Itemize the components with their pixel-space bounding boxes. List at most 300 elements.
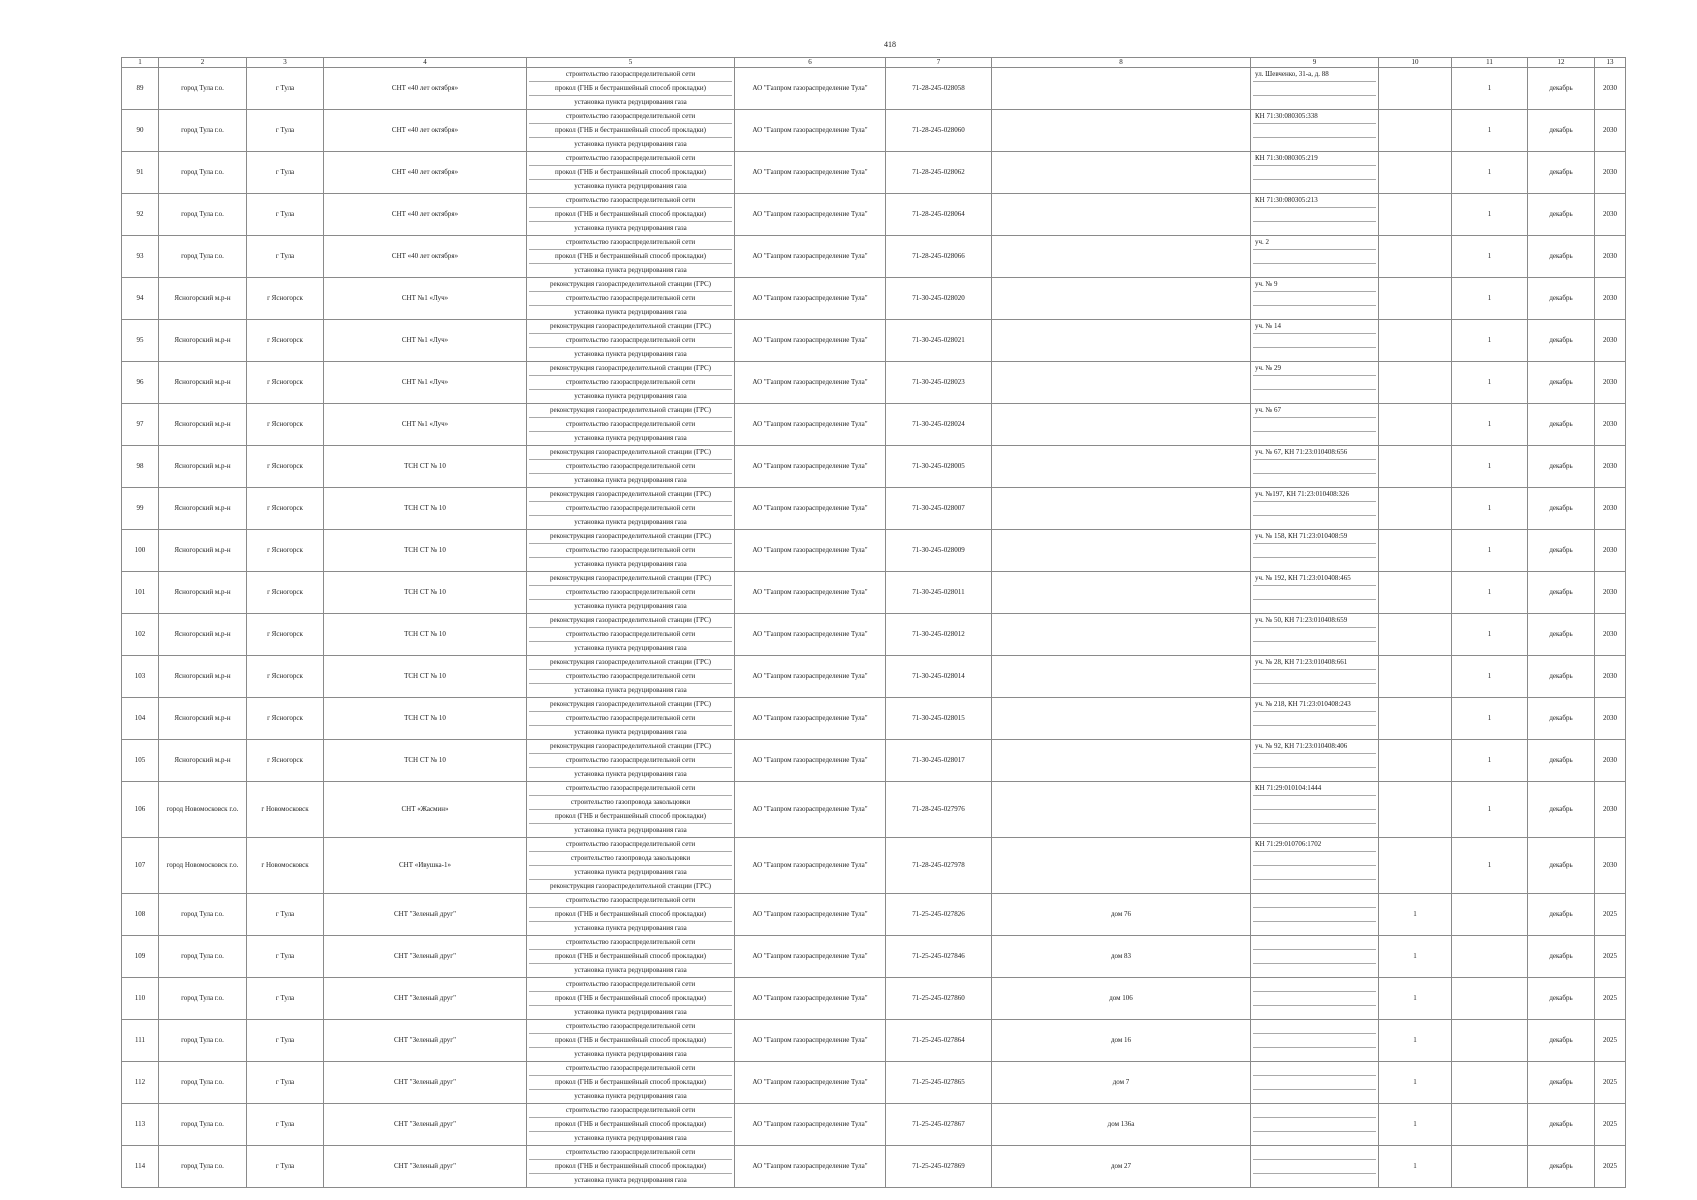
district-cell: город Тула г.о. <box>159 1146 247 1188</box>
work-item: строительство газораспределительной сети <box>529 1020 732 1034</box>
plot-item: уч. № 14 <box>1253 320 1376 334</box>
object-code-cell: 71-30-245-028011 <box>886 572 992 614</box>
organization-cell: АО "Газпром газораспределение Тула" <box>735 614 886 656</box>
work-item: установка пункта редуцирования газа <box>574 560 687 568</box>
work-item: строительство газораспределительной сети <box>529 1104 732 1118</box>
work-item: прокол (ГНБ и бестраншейный способ прокладки) <box>529 992 732 1006</box>
col10-count-cell <box>1379 362 1452 404</box>
work-item: реконструкция газораспределительной станции (ГРС) <box>529 698 732 712</box>
object-code-cell: 71-25-245-027826 <box>886 894 992 936</box>
work-item: установка пункта редуцирования газа <box>574 770 687 778</box>
locality-cell: г Тула <box>247 936 324 978</box>
locality-cell: г Ясногорск <box>247 698 324 740</box>
works-cell <box>527 740 735 782</box>
year-cell: 2030 <box>1595 362 1626 404</box>
work-item: реконструкция газораспределительной станции (ГРС) <box>529 488 732 502</box>
header-row <box>122 58 1626 68</box>
work-item: установка пункта редуцирования газа <box>574 266 687 274</box>
header-cell: 1 <box>122 58 159 68</box>
works-cell <box>527 530 735 572</box>
work-item: установка пункта редуцирования газа <box>574 140 687 148</box>
works-cell <box>527 1062 735 1104</box>
work-item: реконструкция газораспределительной станции (ГРС) <box>529 446 732 460</box>
district-cell: город Новомосковск г.о. <box>159 782 247 838</box>
object-code-cell: 71-28-245-028060 <box>886 110 992 152</box>
plot-cell <box>1251 936 1379 978</box>
plot-item <box>1253 348 1376 361</box>
table-row <box>122 362 1626 404</box>
header-cell: 10 <box>1379 58 1452 68</box>
organization-cell: АО "Газпром газораспределение Тула" <box>735 446 886 488</box>
organization-cell: АО "Газпром газораспределение Тула" <box>735 1062 886 1104</box>
snt-name-cell: СНТ №1 «Луч» <box>324 362 527 404</box>
work-item: строительство газораспределительной сети <box>529 292 732 306</box>
plot-item <box>1253 306 1376 319</box>
col11-count-cell: 1 <box>1452 404 1528 446</box>
col10-count-cell <box>1379 194 1452 236</box>
col10-count-cell: 1 <box>1379 1146 1452 1188</box>
col11-count-cell: 1 <box>1452 236 1528 278</box>
plot-item: уч. № 67 <box>1253 404 1376 418</box>
object-code-cell: 71-30-245-028021 <box>886 320 992 362</box>
work-item: установка пункта редуцирования газа <box>574 686 687 694</box>
work-item: реконструкция газораспределительной станции (ГРС) <box>549 882 712 890</box>
object-code-cell: 71-30-245-028005 <box>886 446 992 488</box>
object-code-cell: 71-25-245-027867 <box>886 1104 992 1146</box>
month-cell: декабрь <box>1528 488 1595 530</box>
month-cell: декабрь <box>1528 1104 1595 1146</box>
organization-cell: АО "Газпром газораспределение Тула" <box>735 278 886 320</box>
plot-item <box>1253 754 1376 768</box>
month-cell: декабрь <box>1528 320 1595 362</box>
locality-cell: г Ясногорск <box>247 488 324 530</box>
month-cell: декабрь <box>1528 572 1595 614</box>
year-cell: 2030 <box>1595 152 1626 194</box>
row-number-cell: 98 <box>122 446 159 488</box>
address-cell: дом 76 <box>992 894 1251 936</box>
locality-cell: г Новомосковск <box>247 782 324 838</box>
work-item: реконструкция газораспределительной станции (ГРС) <box>529 614 732 628</box>
plot-item: КН 71:30:080305:219 <box>1253 152 1376 166</box>
locality-cell: г Тула <box>247 1062 324 1104</box>
plot-item: уч. № 28, КН 71:23:010408:661 <box>1253 656 1376 670</box>
work-item: строительство газораспределительной сети <box>529 194 732 208</box>
snt-name-cell: СНТ «40 лет октября» <box>324 110 527 152</box>
snt-name-cell: СНТ "Зеленый друг" <box>324 894 527 936</box>
works-cell <box>527 978 735 1020</box>
plot-item <box>1253 978 1376 992</box>
work-item: установка пункта редуцирования газа <box>529 866 732 880</box>
work-item: строительство газопровода закольцовки <box>529 852 732 866</box>
plot-item <box>1253 264 1376 277</box>
header-cell: 13 <box>1595 58 1626 68</box>
works-cell <box>527 698 735 740</box>
work-item: строительство газораспределительной сети <box>529 838 732 852</box>
table-row <box>122 1104 1626 1146</box>
organization-cell: АО "Газпром газораспределение Тула" <box>735 530 886 572</box>
month-cell: декабрь <box>1528 278 1595 320</box>
district-cell: Ясногорский м.р-н <box>159 740 247 782</box>
row-number-cell: 92 <box>122 194 159 236</box>
row-number-cell: 99 <box>122 488 159 530</box>
year-cell: 2030 <box>1595 740 1626 782</box>
work-item: реконструкция газораспределительной станции (ГРС) <box>529 278 732 292</box>
snt-name-cell: ТСН СТ № 10 <box>324 530 527 572</box>
locality-cell: г Тула <box>247 152 324 194</box>
month-cell: декабрь <box>1528 152 1595 194</box>
plot-cell <box>1251 68 1379 110</box>
year-cell: 2025 <box>1595 1062 1626 1104</box>
col11-count-cell: 1 <box>1452 838 1528 894</box>
col10-count-cell <box>1379 236 1452 278</box>
locality-cell: г Тула <box>247 1020 324 1062</box>
col11-count-cell: 1 <box>1452 698 1528 740</box>
col10-count-cell <box>1379 740 1452 782</box>
table-row <box>122 936 1626 978</box>
plot-cell <box>1251 404 1379 446</box>
works-cell <box>527 838 735 894</box>
address-cell <box>992 740 1251 782</box>
row-number-cell: 100 <box>122 530 159 572</box>
plot-item <box>1253 516 1376 529</box>
plot-item <box>1253 1076 1376 1090</box>
plot-cell <box>1251 978 1379 1020</box>
col10-count-cell <box>1379 278 1452 320</box>
organization-cell: АО "Газпром газораспределение Тула" <box>735 110 886 152</box>
district-cell: Ясногорский м.р-н <box>159 320 247 362</box>
plot-item: КН 71:29:010706:1702 <box>1253 838 1376 852</box>
col11-count-cell: 1 <box>1452 362 1528 404</box>
address-cell <box>992 110 1251 152</box>
work-item: установка пункта редуцирования газа <box>574 602 687 610</box>
plot-cell <box>1251 320 1379 362</box>
col10-count-cell <box>1379 698 1452 740</box>
locality-cell: г Тула <box>247 1104 324 1146</box>
month-cell: декабрь <box>1528 698 1595 740</box>
col10-count-cell <box>1379 446 1452 488</box>
row-number-cell: 106 <box>122 782 159 838</box>
plot-item <box>1253 894 1376 908</box>
locality-cell: г Тула <box>247 978 324 1020</box>
object-code-cell: 71-28-245-027978 <box>886 838 992 894</box>
plot-cell <box>1251 782 1379 838</box>
page-number: 418 <box>884 40 896 49</box>
plot-item <box>1253 418 1376 432</box>
organization-cell: АО "Газпром газораспределение Тула" <box>735 194 886 236</box>
work-item: строительство газораспределительной сети <box>529 68 732 82</box>
plot-cell <box>1251 698 1379 740</box>
plot-cell <box>1251 1146 1379 1188</box>
snt-name-cell: ТСН СТ № 10 <box>324 572 527 614</box>
address-cell <box>992 572 1251 614</box>
work-item: прокол (ГНБ и бестраншейный способ прокладки) <box>529 1160 732 1174</box>
plot-cell <box>1251 488 1379 530</box>
locality-cell: г Ясногорск <box>247 656 324 698</box>
organization-cell: АО "Газпром газораспределение Тула" <box>735 362 886 404</box>
col11-count-cell: 1 <box>1452 614 1528 656</box>
work-item: установка пункта редуцирования газа <box>574 644 687 652</box>
organization-cell: АО "Газпром газораспределение Тула" <box>735 152 886 194</box>
organization-cell: АО "Газпром газораспределение Тула" <box>735 236 886 278</box>
year-cell: 2025 <box>1595 1146 1626 1188</box>
plot-cell <box>1251 194 1379 236</box>
works-cell <box>527 1104 735 1146</box>
plot-item: уч. № 218, КН 71:23:010408:243 <box>1253 698 1376 712</box>
col11-count-cell <box>1452 1020 1528 1062</box>
row-number-cell: 95 <box>122 320 159 362</box>
locality-cell: г Тула <box>247 1146 324 1188</box>
month-cell: декабрь <box>1528 656 1595 698</box>
col11-count-cell: 1 <box>1452 320 1528 362</box>
plot-item <box>1253 642 1376 655</box>
snt-name-cell: СНТ "Зеленый друг" <box>324 978 527 1020</box>
snt-name-cell: СНТ «40 лет октября» <box>324 194 527 236</box>
plot-item <box>1253 124 1376 138</box>
work-item: строительство газораспределительной сети <box>529 418 732 432</box>
locality-cell: г Ясногорск <box>247 446 324 488</box>
organization-cell: АО "Газпром газораспределение Тула" <box>735 1146 886 1188</box>
snt-name-cell: СНТ №1 «Луч» <box>324 320 527 362</box>
plot-item: уч. № 67, КН 71:23:010408:656 <box>1253 446 1376 460</box>
table-row <box>122 404 1626 446</box>
row-number-cell: 110 <box>122 978 159 1020</box>
plot-cell <box>1251 1104 1379 1146</box>
month-cell: декабрь <box>1528 936 1595 978</box>
works-cell <box>527 446 735 488</box>
plot-item <box>1253 950 1376 964</box>
works-cell <box>527 1146 735 1188</box>
snt-name-cell: СНТ "Зеленый друг" <box>324 1020 527 1062</box>
header-cell: 3 <box>247 58 324 68</box>
object-code-cell: 71-25-245-027846 <box>886 936 992 978</box>
district-cell: город Тула г.о. <box>159 936 247 978</box>
work-item: реконструкция газораспределительной станции (ГРС) <box>529 656 732 670</box>
work-item: прокол (ГНБ и бестраншейный способ прокладки) <box>529 950 732 964</box>
header-cell: 9 <box>1251 58 1379 68</box>
year-cell: 2030 <box>1595 278 1626 320</box>
snt-name-cell: СНТ "Зеленый друг" <box>324 936 527 978</box>
year-cell: 2030 <box>1595 614 1626 656</box>
work-item: строительство газораспределительной сети <box>529 782 732 796</box>
row-number-cell: 90 <box>122 110 159 152</box>
plot-cell <box>1251 110 1379 152</box>
work-item: строительство газораспределительной сети <box>529 544 732 558</box>
address-cell <box>992 236 1251 278</box>
row-number-cell: 94 <box>122 278 159 320</box>
work-item: установка пункта редуцирования газа <box>574 308 687 316</box>
work-item: установка пункта редуцирования газа <box>574 1050 687 1058</box>
plot-item <box>1253 96 1376 109</box>
work-item: установка пункта редуцирования газа <box>574 728 687 736</box>
organization-cell: АО "Газпром газораспределение Тула" <box>735 782 886 838</box>
plot-cell <box>1251 894 1379 936</box>
plot-item <box>1253 1006 1376 1019</box>
object-code-cell: 71-30-245-028023 <box>886 362 992 404</box>
organization-cell: АО "Газпром газораспределение Тула" <box>735 1104 886 1146</box>
month-cell: декабрь <box>1528 1020 1595 1062</box>
work-item: прокол (ГНБ и бестраншейный способ прокладки) <box>529 1034 732 1048</box>
snt-name-cell: СНТ "Зеленый друг" <box>324 1104 527 1146</box>
table-row <box>122 782 1626 838</box>
work-item: строительство газораспределительной сети <box>529 936 732 950</box>
address-cell <box>992 320 1251 362</box>
year-cell: 2025 <box>1595 1020 1626 1062</box>
object-code-cell: 71-28-245-027976 <box>886 782 992 838</box>
address-cell: дом 7 <box>992 1062 1251 1104</box>
table-row <box>122 1062 1626 1104</box>
plot-item <box>1253 208 1376 222</box>
col11-count-cell: 1 <box>1452 194 1528 236</box>
work-item: реконструкция газораспределительной станции (ГРС) <box>529 362 732 376</box>
col10-count-cell: 1 <box>1379 978 1452 1020</box>
organization-cell: АО "Газпром газораспределение Тула" <box>735 68 886 110</box>
address-cell <box>992 152 1251 194</box>
address-cell <box>992 698 1251 740</box>
work-item: строительство газораспределительной сети <box>529 110 732 124</box>
plot-item <box>1253 726 1376 739</box>
year-cell: 2030 <box>1595 446 1626 488</box>
works-cell <box>527 488 735 530</box>
locality-cell: г Ясногорск <box>247 572 324 614</box>
work-item: установка пункта редуцирования газа <box>574 224 687 232</box>
work-item: реконструкция газораспределительной станции (ГРС) <box>529 740 732 754</box>
district-cell: Ясногорский м.р-н <box>159 572 247 614</box>
plot-item <box>1253 1132 1376 1145</box>
plot-item <box>1253 880 1376 893</box>
work-item: установка пункта редуцирования газа <box>574 1176 687 1184</box>
row-number-cell: 114 <box>122 1146 159 1188</box>
table-row <box>122 978 1626 1020</box>
col11-count-cell: 1 <box>1452 740 1528 782</box>
year-cell: 2030 <box>1595 656 1626 698</box>
plot-item <box>1253 670 1376 684</box>
locality-cell: г Ясногорск <box>247 614 324 656</box>
organization-cell: АО "Газпром газораспределение Тула" <box>735 698 886 740</box>
works-cell <box>527 152 735 194</box>
year-cell: 2030 <box>1595 68 1626 110</box>
snt-name-cell: СНТ «Ивушка-1» <box>324 838 527 894</box>
district-cell: город Тула г.о. <box>159 978 247 1020</box>
object-code-cell: 71-30-245-028015 <box>886 698 992 740</box>
object-code-cell: 71-30-245-028024 <box>886 404 992 446</box>
plot-item <box>1253 1104 1376 1118</box>
plot-item <box>1253 586 1376 600</box>
plot-item <box>1253 222 1376 235</box>
plot-item <box>1253 376 1376 390</box>
object-code-cell: 71-30-245-028014 <box>886 656 992 698</box>
plot-item <box>1253 1090 1376 1103</box>
col11-count-cell <box>1452 1104 1528 1146</box>
locality-cell: г Новомосковск <box>247 838 324 894</box>
works-cell <box>527 572 735 614</box>
work-item: строительство газораспределительной сети <box>529 586 732 600</box>
address-cell: дом 136а <box>992 1104 1251 1146</box>
col10-count-cell: 1 <box>1379 936 1452 978</box>
col10-count-cell: 1 <box>1379 1104 1452 1146</box>
col11-count-cell <box>1452 1146 1528 1188</box>
plot-item <box>1253 1160 1376 1174</box>
work-item: установка пункта редуцирования газа <box>574 434 687 442</box>
month-cell: декабрь <box>1528 978 1595 1020</box>
header-cell: 12 <box>1528 58 1595 68</box>
snt-name-cell: ТСН СТ № 10 <box>324 614 527 656</box>
object-code-cell: 71-30-245-028007 <box>886 488 992 530</box>
col10-count-cell: 1 <box>1379 1020 1452 1062</box>
work-item: установка пункта редуцирования газа <box>574 826 687 834</box>
year-cell: 2025 <box>1595 936 1626 978</box>
address-cell <box>992 278 1251 320</box>
locality-cell: г Ясногорск <box>247 320 324 362</box>
row-number-cell: 109 <box>122 936 159 978</box>
header-cell: 6 <box>735 58 886 68</box>
district-cell: город Тула г.о. <box>159 1062 247 1104</box>
plot-item <box>1253 908 1376 922</box>
month-cell: декабрь <box>1528 446 1595 488</box>
col10-count-cell <box>1379 68 1452 110</box>
address-cell <box>992 782 1251 838</box>
month-cell: декабрь <box>1528 740 1595 782</box>
month-cell: декабрь <box>1528 530 1595 572</box>
locality-cell: г Тула <box>247 236 324 278</box>
table-row <box>122 894 1626 936</box>
month-cell: декабрь <box>1528 362 1595 404</box>
works-cell <box>527 894 735 936</box>
district-cell: Ясногорский м.р-н <box>159 488 247 530</box>
works-cell <box>527 68 735 110</box>
gasification-table <box>121 57 1626 1188</box>
snt-name-cell: ТСН СТ № 10 <box>324 446 527 488</box>
works-cell <box>527 614 735 656</box>
work-item: установка пункта редуцирования газа <box>574 924 687 932</box>
work-item: реконструкция газораспределительной станции (ГРС) <box>529 572 732 586</box>
row-number-cell: 91 <box>122 152 159 194</box>
plot-cell <box>1251 838 1379 894</box>
snt-name-cell: ТСН СТ № 10 <box>324 698 527 740</box>
year-cell: 2030 <box>1595 404 1626 446</box>
table-row <box>122 68 1626 110</box>
col10-count-cell <box>1379 152 1452 194</box>
plot-item <box>1253 936 1376 950</box>
work-item: прокол (ГНБ и бестраншейный способ прокладки) <box>529 82 732 96</box>
col10-count-cell <box>1379 656 1452 698</box>
work-item: строительство газораспределительной сети <box>529 236 732 250</box>
plot-cell <box>1251 614 1379 656</box>
year-cell: 2030 <box>1595 194 1626 236</box>
year-cell: 2030 <box>1595 572 1626 614</box>
row-number-cell: 105 <box>122 740 159 782</box>
work-item: прокол (ГНБ и бестраншейный способ прокладки) <box>529 1076 732 1090</box>
plot-item <box>1253 1034 1376 1048</box>
object-code-cell: 71-28-245-028066 <box>886 236 992 278</box>
plot-item <box>1253 292 1376 306</box>
plot-item: ул. Шевченко, 31-а, д. 88 <box>1253 68 1376 82</box>
work-item: строительство газораспределительной сети <box>529 502 732 516</box>
header-cell: 2 <box>159 58 247 68</box>
month-cell: декабрь <box>1528 614 1595 656</box>
locality-cell: г Тула <box>247 894 324 936</box>
col10-count-cell <box>1379 110 1452 152</box>
year-cell: 2030 <box>1595 320 1626 362</box>
plot-cell <box>1251 278 1379 320</box>
col11-count-cell: 1 <box>1452 656 1528 698</box>
district-cell: город Новомосковск г.о. <box>159 838 247 894</box>
plot-item <box>1253 138 1376 151</box>
year-cell: 2025 <box>1595 978 1626 1020</box>
col10-count-cell <box>1379 404 1452 446</box>
snt-name-cell: ТСН СТ № 10 <box>324 740 527 782</box>
district-cell: город Тула г.о. <box>159 236 247 278</box>
plot-item: уч. № 92, КН 71:23:010408:406 <box>1253 740 1376 754</box>
